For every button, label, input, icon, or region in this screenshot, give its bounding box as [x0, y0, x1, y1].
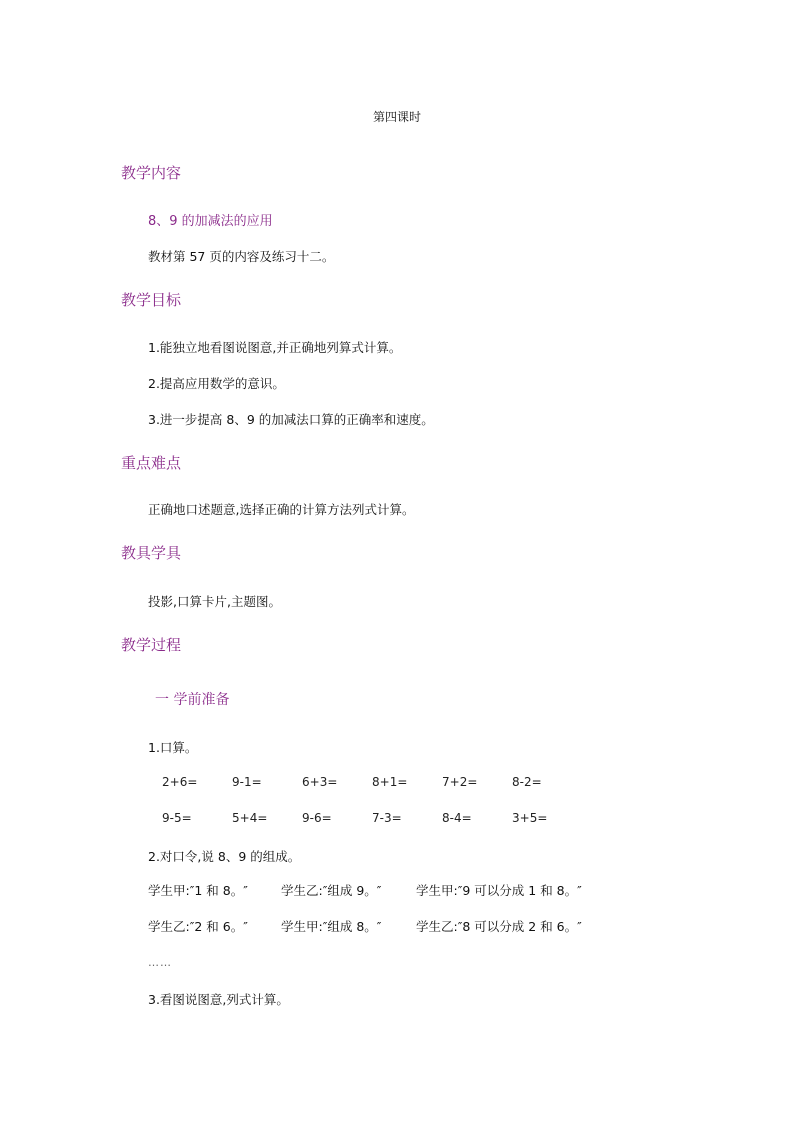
dialog-line: 学生甲:″组成 8。″ [281, 919, 382, 934]
heading-key-points: 重点难点 [121, 454, 182, 472]
goal-item-2: 2.提高应用数学的意识。 [148, 376, 285, 391]
process-item-2: 2.对口令,说 8、9 的组成。 [148, 849, 301, 864]
calc-expression: 9-5= [162, 811, 192, 825]
content-subtitle: 8、9 的加减法的应用 [148, 214, 273, 229]
dialog-line: 学生甲:″9 可以分成 1 和 8。″ [416, 883, 582, 898]
goal-item-3: 3.进一步提高 8、9 的加减法口算的正确率和速度。 [148, 412, 434, 427]
key-points-text: 正确地口述题意,选择正确的计算方法列式计算。 [148, 502, 415, 517]
ellipsis: …… [148, 956, 172, 969]
calc-expression: 9-1= [232, 775, 262, 789]
heading-teaching-tools: 教具学具 [121, 544, 182, 562]
heading-teaching-process: 教学过程 [121, 636, 182, 654]
calc-expression: 5+4= [232, 811, 268, 825]
content-text: 教材第 57 页的内容及练习十二。 [148, 249, 335, 264]
calc-expression: 8+1= [372, 775, 408, 789]
process-item-3: 3.看图说图意,列式计算。 [148, 992, 289, 1007]
step-1-heading: 一 学前准备 [155, 692, 230, 708]
calc-expression: 9-6= [302, 811, 332, 825]
calc-expression: 8-4= [442, 811, 472, 825]
page-title: 第四课时 [372, 110, 421, 124]
dialog-line: 学生甲:″1 和 8。″ [148, 883, 248, 898]
heading-teaching-content: 教学内容 [121, 164, 182, 182]
goal-item-1: 1.能独立地看图说图意,并正确地列算式计算。 [148, 340, 402, 355]
calc-expression: 8-2= [512, 775, 542, 789]
tools-text: 投影,口算卡片,主题图。 [148, 594, 281, 609]
dialog-line: 学生乙:″2 和 6。″ [148, 919, 248, 934]
calc-expression: 7-3= [372, 811, 402, 825]
heading-teaching-goals: 教学目标 [121, 291, 182, 309]
calc-expression: 6+3= [302, 775, 338, 789]
dialog-line: 学生乙:″组成 9。″ [281, 883, 382, 898]
calc-expression: 2+6= [162, 775, 198, 789]
calc-expression: 3+5= [512, 811, 548, 825]
calc-expression: 7+2= [442, 775, 478, 789]
dialog-line: 学生乙:″8 可以分成 2 和 6。″ [416, 919, 582, 934]
process-item-1: 1.口算。 [148, 740, 198, 755]
